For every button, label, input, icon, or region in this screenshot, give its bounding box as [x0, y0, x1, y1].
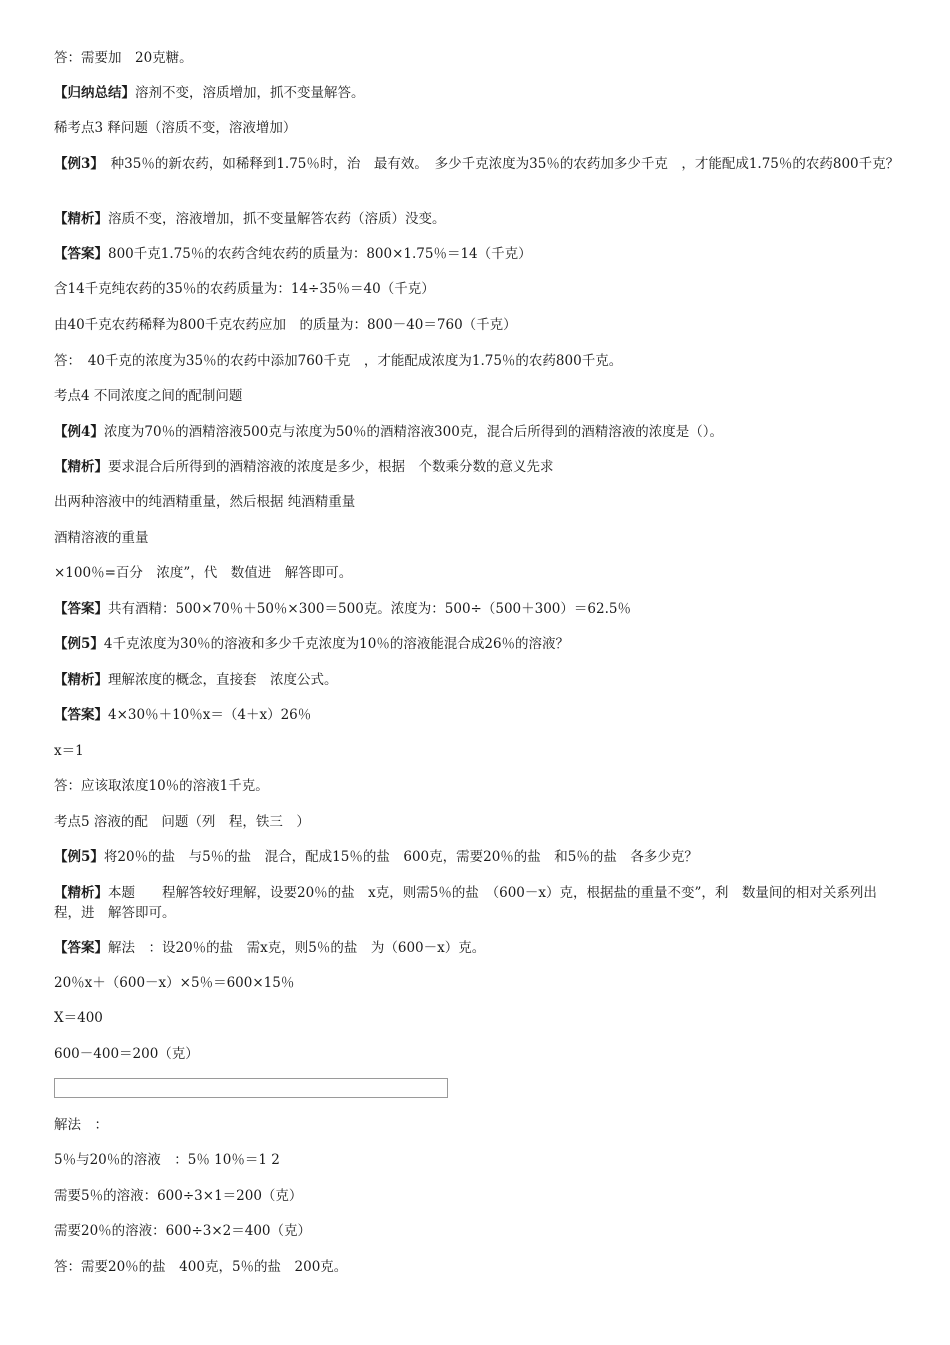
analysis-line: 【精析】本题 程解答较好理解，设要20％的盐 x克，则需5％的盐 （600－x）克，根据盐的重量不变”，利 数量间的相对关系列出 程，进 解答即可。 [54, 885, 891, 921]
empty-box [54, 1078, 448, 1098]
answer-line: 【答案】共有酒精：500×70％＋50％×300＝500克。浓度为：500÷（500＋300）＝62.5％ [54, 601, 631, 617]
text-line: 出两种溶液中的纯酒精重量，然后根据 纯酒精重量 [54, 494, 356, 510]
equation-line: 20％x＋（600－x）×5％＝600×15％ [54, 975, 295, 991]
analysis-line: 【精析】溶质不变，溶液增加，抓不变量解答农药（溶质）没变。 [54, 211, 446, 227]
example-5: 【例5】4千克浓度为30％的溶液和多少千克浓度为10％的溶液能混合成26％的溶液？ [54, 636, 570, 652]
text-line: ×100％=百分 浓度”，代 数值进 解答即可。 [54, 565, 353, 581]
text-line: 由40千克农药稀释为800千克农药应加 的质量为：800－40＝760（千克） [54, 317, 517, 333]
answer-line: 【答案】解法 ：设20％的盐 需x克，则5％的盐 为（600－x）克。 [54, 940, 486, 956]
answer-line: 答：需要20％的盐 400克，5％的盐 200克。 [54, 1259, 348, 1275]
answer-line: 答：应该取浓度10％的溶液1千克。 [54, 778, 269, 794]
example-3: 【例3】 种35％的新农药，如稀释到1.75％时，治 最有效。 多少千克浓度为35％的农药加多少千克 ，才能配成1.75％的农药800千克？ [54, 156, 900, 172]
analysis-line: 【精析】理解浓度的概念，直接套 浓度公式。 [54, 672, 338, 688]
text-line: 5％与20％的溶液 ：5％ 10％＝1 2 [54, 1152, 280, 1168]
equation-line: X＝400 [54, 1010, 103, 1026]
answer-line: 【答案】4×30％＋10％x＝（4＋x）26％ [54, 707, 312, 723]
example-4: 【例4】浓度为70％的酒精溶液500克与浓度为50％的酒精溶液300克，混合后所得到的酒精溶液的浓度是（）。 [54, 424, 724, 440]
section-heading: 考点5 溶液的配 问题（列 程，铁三 ） [54, 814, 310, 830]
text-line: x＝1 [54, 743, 84, 759]
summary-line: 【归纳总结】溶剂不变，溶质增加，抓不变量解答。 [54, 85, 365, 101]
text-line: 需要5％的溶液：600÷3×1＝200（克） [54, 1188, 303, 1204]
text-line: 酒精溶液的重量 [54, 530, 149, 546]
answer-line: 【答案】800千克1.75％的农药含纯农药的质量为：800×1.75％＝14（千克） [54, 246, 532, 262]
section-heading: 考点4 不同浓度之间的配制问题 [54, 388, 243, 404]
section-heading: 稀考点3 释问题（溶质不变，溶液增加） [54, 120, 297, 136]
text-line: 解法 ： [54, 1117, 108, 1133]
analysis-line: 【精析】要求混合后所得到的酒精溶液的浓度是多少，根据 个数乘分数的意义先求 [54, 459, 554, 475]
text-line: 需要20％的溶液：600÷3×2＝400（克） [54, 1223, 312, 1239]
text-line: 含14千克纯农药的35％的农药质量为：14÷35％＝40（千克） [54, 281, 435, 297]
example-5b: 【例5】将20％的盐 与5％的盐 混合，配成15％的盐 600克，需要20％的盐 和5％的盐 各多少克？ [54, 849, 698, 865]
answer-line: 答： 40千克的浓度为35％的农药中添加760千克 ，才能配成浓度为1.75％的农药800千克。 [54, 353, 623, 369]
equation-line: 600－400＝200（克） [54, 1046, 199, 1062]
answer-line: 答：需要加 20克糖。 [54, 50, 193, 66]
